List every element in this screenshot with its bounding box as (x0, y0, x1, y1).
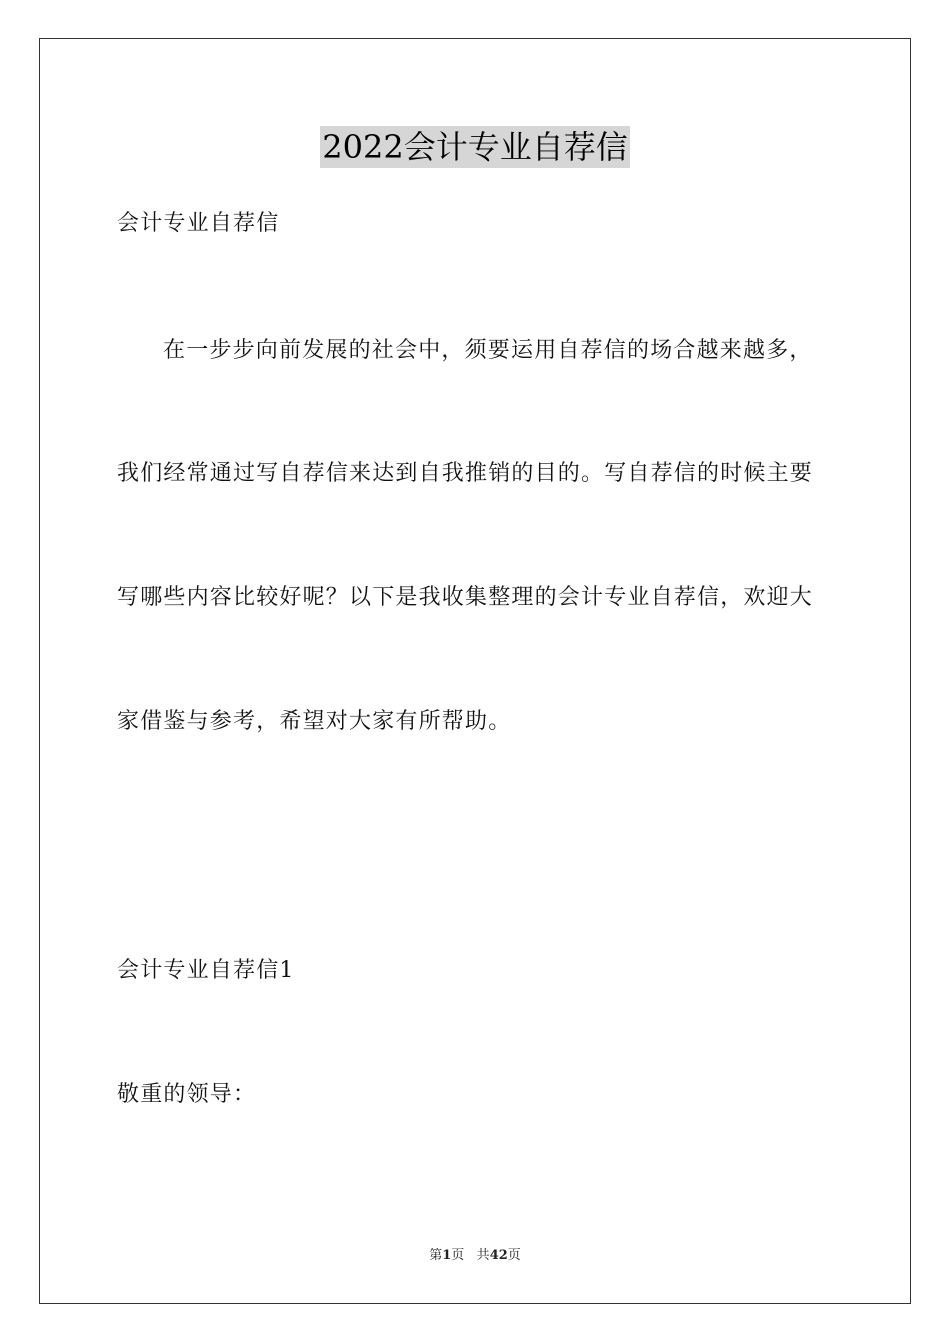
footer-total-pages: 42 (489, 1248, 508, 1263)
footer-page-prefix: 第 (429, 1248, 443, 1263)
section-heading: 会计专业自荐信1 (117, 958, 295, 983)
subtitle: 会计专业自荐信 (117, 211, 280, 236)
title-container (0, 126, 950, 168)
intro-line-3: 写哪些内容比较好呢？以下是我收集整理的会计专业自荐信，欢迎大 (117, 585, 814, 610)
intro-line-4: 家借鉴与参考，希望对大家有所帮助。 (117, 709, 512, 734)
page-footer (0, 1247, 950, 1265)
intro-line-1: 在一步步向前发展的社会中，须要运用自荐信的场合越来越多， (163, 338, 813, 363)
footer-total-suffix: 页 (507, 1248, 521, 1263)
intro-line-2: 我们经常通过写自荐信来达到自我推销的目的。写自荐信的时候主要 (117, 461, 814, 486)
salutation: 敬重的领导： (117, 1082, 257, 1107)
footer-page-suffix: 页 (451, 1248, 465, 1263)
document-title: 2022会计专业自荐信 (322, 128, 628, 166)
footer-total-prefix: 共 (476, 1248, 490, 1263)
footer-page-number: 1 (442, 1248, 452, 1263)
